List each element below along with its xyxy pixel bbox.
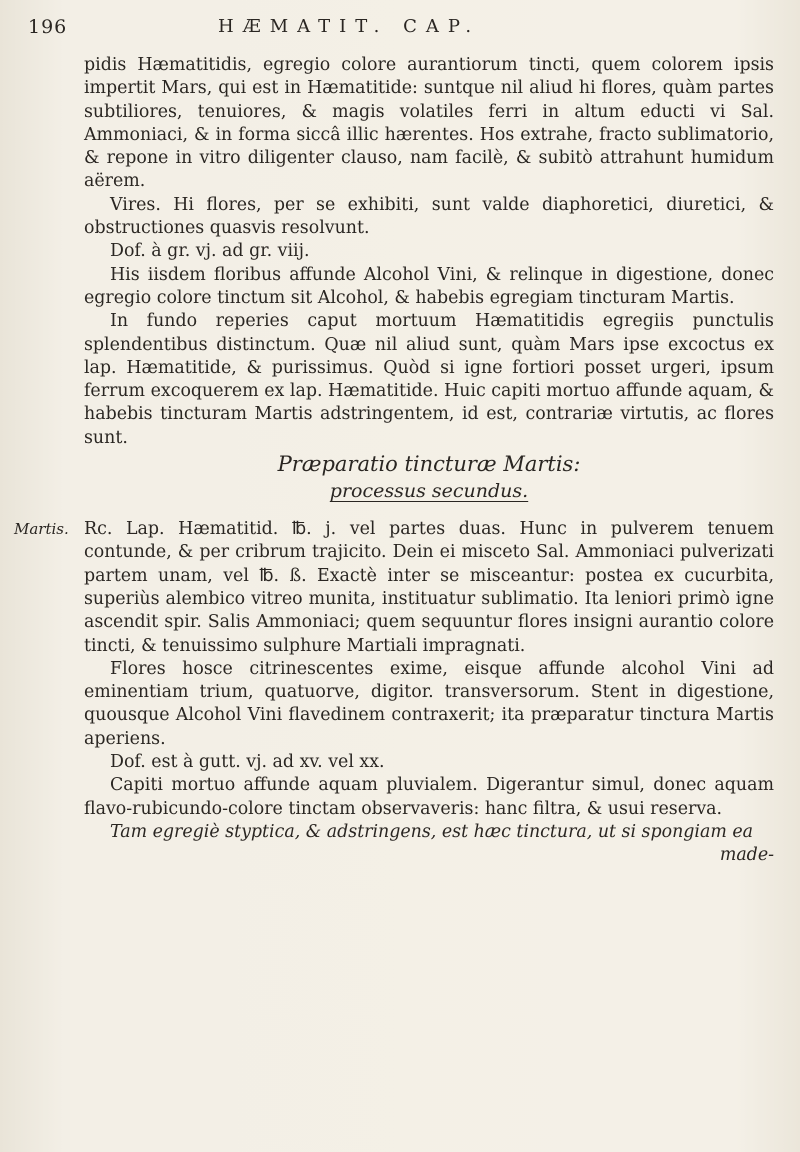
margin-note: Martis. — [14, 520, 69, 539]
page-body — [14, 54, 774, 868]
running-header — [28, 14, 740, 44]
recipe-paragraph: Tam egregiè styptica, & adstringens, est hæc tinctura, ut si spongiam ea — [110, 821, 754, 842]
paragraph: His iisdem floribus affunde Alcohol Vini, & relinque in digestione, donec egregio colore tinctum sit Alcohol, & habebis egregiam tincturam Martis. — [84, 264, 774, 308]
paragraph: pidis Hæmatitidis, egregio colore aurantiorum tincti, quem colorem ipsis impertit Mars, qui est in Hæmatitide: suntque nil aliud hi flores, quàm partes subtiliores, tenuiores, & magis volatiles ferri in altum educti vi Sal. Ammoniaci, & in forma siccâ illic hærentes. Hos extrahe, fracto sublimatorio, & repone in vitro diligenter clauso, nam facilè, & subitò attrahunt humidum aërem. — [84, 55, 774, 192]
paragraph-dose: Dof. à gr. vj. ad gr. viij. — [110, 241, 310, 262]
section-subtitle: processus secundus. — [329, 480, 529, 503]
recipe-block — [14, 518, 774, 658]
running-head: HÆMATIT. CAP. — [218, 16, 481, 37]
recipe-paragraph: Flores hosce citrinescentes exime, eisque affunde alcohol Vini ad eminentiam trium, quatuorve, digitor. transversorum. Stent in digestione, quousque Alcohol Vini flavedinem contraxerit; ita præparatur tinctura Martis aperiens. — [84, 658, 774, 749]
section-title: Præparatio tincturæ Martis: — [277, 452, 581, 477]
recipe-paragraph: Rc. Lap. Hæmatitid. ℔. j. vel partes duas. Hunc in pulverem tenuem contunde, & per cribrum trajicito. Dein ei misceto Sal. Ammoniaci pulverizati partem unam, vel ℔. ß. Exactè inter se misceantur: postea ex cucurbita, superiùs alembico vitreo munita, instituatur sublimatio. Ita leniori primò igne ascendit spir. Salis Ammoniaci; quem sequuntur flores insigni aurantio colore tincti, & tenuissimo sulphure Martiali impragnati. — [84, 519, 774, 656]
page-number: 196 — [28, 16, 68, 38]
paragraph: In fundo reperies caput mortuum Hæmatitidis egregiis punctulis splendentibus distinctum. Quæ nil aliud sunt, quàm Mars ipse excoctus ex lap. Hæmatitide, & purissimus. Quòd si igne fortiori posset urgeri, ipsum ferrum excoquerem ex lap. Hæmatitide. Huic capiti mortuo affunde aquam, & habebis tincturam Martis adstringentem, id est, contrariæ virtutis, ac flores sunt. — [84, 311, 774, 448]
paragraph-vires: Vires. Hi flores, per se exhibiti, sunt valde diaphoretici, diuretici, & obstructiones quasvis resolvunt. — [84, 194, 774, 239]
recipe-dose: Dof. est à gutt. vj. ad xv. vel xx. — [110, 752, 385, 773]
catchword: made- — [719, 845, 774, 866]
recipe-paragraph: Capiti mortuo affunde aquam pluvialem. Digerantur simul, donec aquam flavo-rubicundo-colore tinctam observaveris: hanc filtra, & usui reserva. — [84, 775, 774, 819]
